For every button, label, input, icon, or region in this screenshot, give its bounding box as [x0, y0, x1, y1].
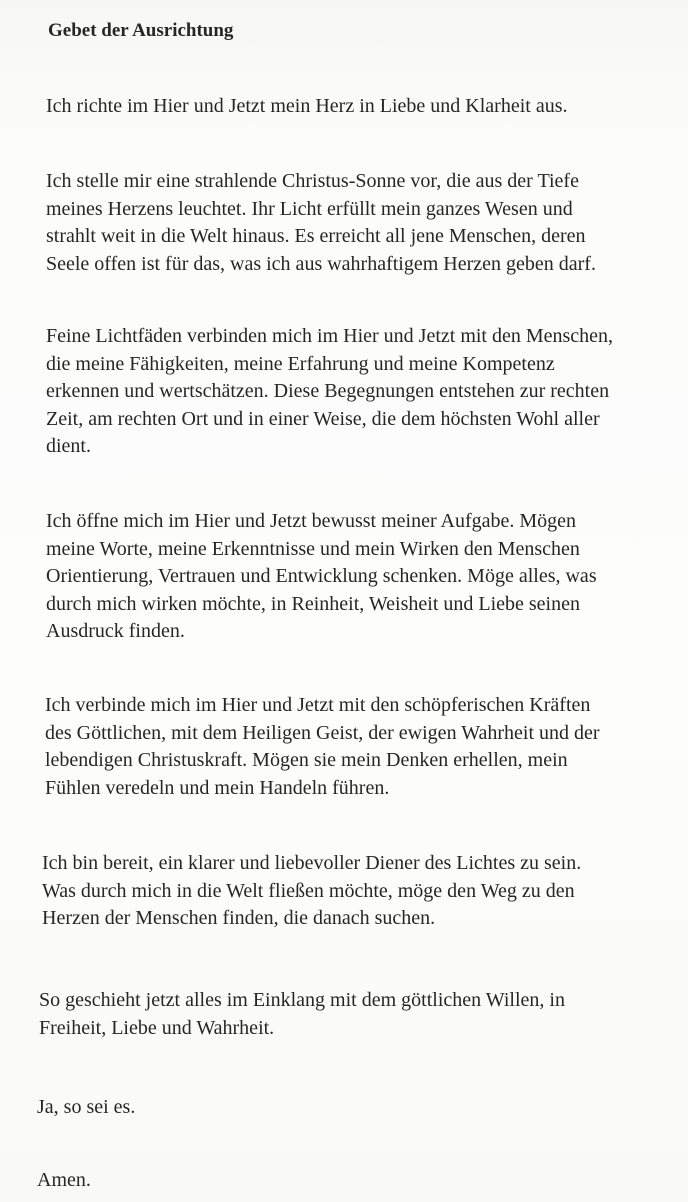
- text-line: Ich stelle mir eine strahlende Christus-Sonne vor, die aus der Tiefe: [46, 170, 579, 192]
- text-line: Seele offen ist für das, was ich aus wahrhaftigem Herzen geben darf.: [46, 252, 596, 275]
- paragraph: [46, 168, 596, 278]
- text-line: Zeit, am rechten Ort und in einer Weise, die dem höchsten Wohl aller: [46, 407, 600, 430]
- text-line: meine Worte, meine Erkenntnisse und mein Wirken den Menschen: [46, 537, 580, 560]
- paragraph: [42, 850, 581, 933]
- text-line: Herzen der Menschen finden, die danach suchen.: [42, 907, 436, 929]
- text-line: Fühlen veredeln und mein Handeln führen.: [45, 776, 390, 799]
- text-line: Ich bin bereit, ein klarer und liebevoller Diener des Lichtes zu sein.: [42, 852, 582, 874]
- text-line: durch mich wirken möchte, in Reinheit, Weisheit und Liebe seinen: [46, 592, 580, 615]
- text-line: des Göttlichen, mit dem Heiligen Geist, der ewigen Wahrheit und der: [45, 721, 600, 744]
- text-line: So geschieht jetzt alles im Einklang mit dem göttlichen Willen, in: [39, 989, 565, 1011]
- paragraph: [46, 93, 567, 121]
- text-line: meines Herzens leuchtet. Ihr Licht erfüllt mein ganzes Wesen und: [46, 197, 573, 220]
- document-title: Gebet der Ausrichtung: [48, 20, 234, 41]
- paragraph: [46, 323, 613, 461]
- text-line: strahlt weit in die Welt hinaus. Es erreicht all jene Menschen, deren: [46, 225, 586, 247]
- text-line: erkennen und wertschätzen. Diese Begegnungen entstehen zur rechten: [46, 380, 610, 402]
- text-line: Ja, so sei es.: [37, 1096, 136, 1118]
- text-line: lebendigen Christuskraft. Mögen sie mein Denken erhellen, mein: [45, 749, 568, 771]
- text-line: Ich verbinde mich im Hier und Jetzt mit den schöpferischen Kräften: [45, 694, 591, 716]
- paragraph: [39, 987, 565, 1042]
- paragraph: [46, 508, 597, 646]
- text-line: Ich öffne mich im Hier und Jetzt bewusst meiner Aufgabe. Mögen: [46, 510, 577, 532]
- text-line: Feine Lichtfäden verbinden mich im Hier und Jetzt mit den Menschen,: [46, 325, 614, 347]
- paragraph: [37, 1094, 135, 1122]
- text-line: Amen.: [37, 1169, 91, 1191]
- paragraph: [45, 692, 600, 802]
- text-line: Ausdruck finden.: [46, 620, 185, 642]
- text-line: Freiheit, Liebe und Wahrheit.: [39, 1016, 275, 1039]
- paragraph: [37, 1167, 91, 1195]
- text-line: die meine Fähigkeiten, meine Erfahrung und meine Kompetenz: [46, 352, 555, 375]
- text-line: Ich richte im Hier und Jetzt mein Herz in Liebe und Klarheit aus.: [46, 95, 568, 117]
- text-line: Was durch mich in die Welt fließen möchte, möge den Weg zu den: [42, 879, 575, 902]
- text-line: dient.: [46, 435, 91, 457]
- text-line: Orientierung, Vertrauen und Entwicklung schenken. Möge alles, was: [46, 565, 597, 587]
